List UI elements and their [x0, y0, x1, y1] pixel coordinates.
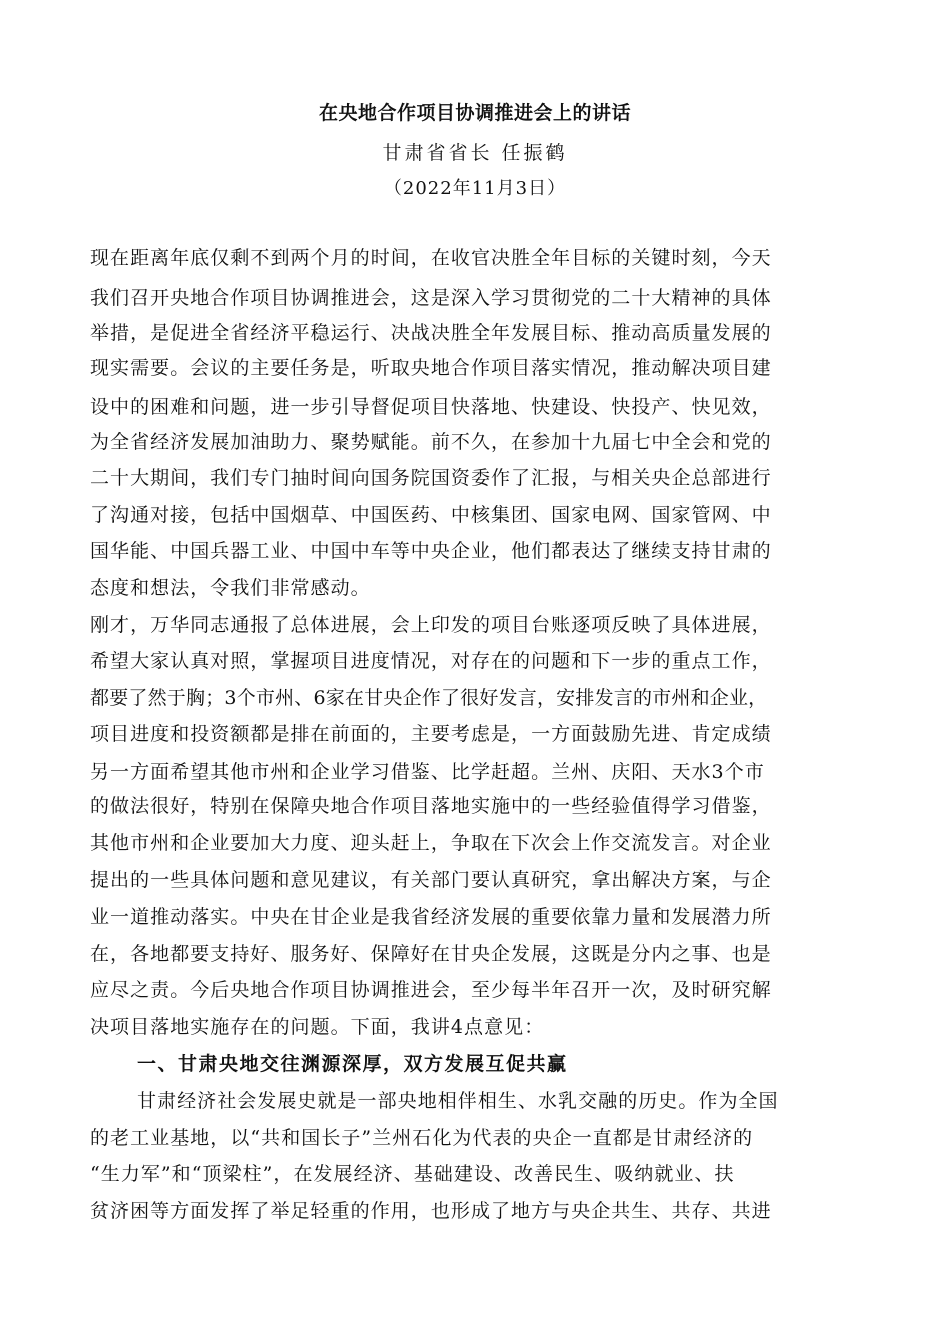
paragraph-line: 希望大家认真对照，掌握项目进度情况，对存在的问题和下一步的重点工作，	[90, 650, 772, 672]
paragraph-line: 现在距离年底仅剩不到两个月的时间，在收官决胜全年目标的关键时刻，今天	[90, 247, 772, 269]
paragraph-line: 我们召开央地合作项目协调推进会，这是深入学习贯彻党的二十大精神的具体	[90, 287, 772, 309]
paragraph-line: 另一方面希望其他市州和企业学习借鉴、比学赶超。兰州、庆阳、天水3个市	[90, 761, 765, 783]
document-date: （2022年11月3日）	[383, 178, 567, 199]
paragraph-line: 举措，是促进全省经济平稳运行、决战决胜全年发展目标、推动高质量发展的	[90, 322, 772, 344]
paragraph-line: 甘肃经济社会发展史就是一部央地相伴相生、水乳交融的历史。作为全国	[137, 1090, 779, 1112]
paragraph-line: 国华能、中国兵器工业、中国中车等中央企业，他们都表达了继续支持甘肃的	[90, 540, 772, 562]
paragraph-line: “生力军”和“顶梁柱”，在发展经济、基础建设、改善民生、吸纳就业、扶	[90, 1163, 735, 1185]
paragraph-line: 提出的一些具体问题和意见建议，有关部门要认真研究，拿出解决方案，与企	[90, 869, 772, 891]
paragraph-line: 态度和想法，令我们非常感动。	[90, 577, 371, 599]
paragraph-line: 贫济困等方面发挥了举足轻重的作用，也形成了地方与央企共生、共存、共进	[90, 1200, 772, 1222]
paragraph-line: 的做法很好，特别在保障央地合作项目落地实施中的一些经验值得学习借鉴，	[90, 795, 772, 817]
paragraph-line: 决项目落地实施存在的问题。下面，我讲4点意见：	[90, 1016, 545, 1038]
paragraph-line: 都要了然于胸；3个市州、6家在甘央企作了很好发言，安排发言的市州和企业，	[90, 687, 768, 709]
paragraph-line: 其他市州和企业要加大力度、迎头赶上，争取在下次会上作交流发言。对企业	[90, 832, 772, 854]
paragraph-line: 的老工业基地，以“共和国长子”兰州石化为代表的央企一直都是甘肃经济的	[90, 1127, 754, 1149]
paragraph-line: 在，各地都要支持好、服务好、保障好在甘央企发展，这既是分内之事、也是	[90, 943, 772, 965]
paragraph-line: 二十大期间，我们专门抽时间向国务院国资委作了汇报，与相关央企总部进行	[90, 467, 772, 489]
paragraph-line: 设中的困难和问题，进一步引导督促项目快落地、快建设、快投产、快见效，	[90, 396, 772, 418]
document-author: 甘肃省省长 任振鹤	[382, 142, 568, 164]
paragraph-line: 应尽之责。今后央地合作项目协调推进会，至少每半年召开一次，及时研究解	[90, 979, 772, 1001]
paragraph-line: 项目进度和投资额都是排在前面的，主要考虑是，一方面鼓励先进、肯定成绩	[90, 723, 772, 745]
paragraph-line: 了沟通对接，包括中国烟草、中国医药、中核集团、国家电网、国家管网、中	[90, 504, 772, 526]
paragraph-line: 业一道推动落实。中央在甘企业是我省经济发展的重要依靠力量和发展潜力所	[90, 906, 772, 928]
paragraph-line: 现实需要。会议的主要任务是，听取央地合作项目落实情况，推动解决项目建	[90, 357, 772, 379]
document-title: 在央地合作项目协调推进会上的讲话	[318, 102, 631, 124]
paragraph-line: 为全省经济发展加油助力、聚势赋能。前不久，在参加十九届七中全会和党的	[90, 431, 772, 453]
section-heading: 一、甘肃央地交往渊源深厚，双方发展互促共赢	[137, 1053, 568, 1075]
paragraph-line: 刚才，万华同志通报了总体进展，会上印发的项目台账逐项反映了具体进展，	[90, 614, 772, 636]
